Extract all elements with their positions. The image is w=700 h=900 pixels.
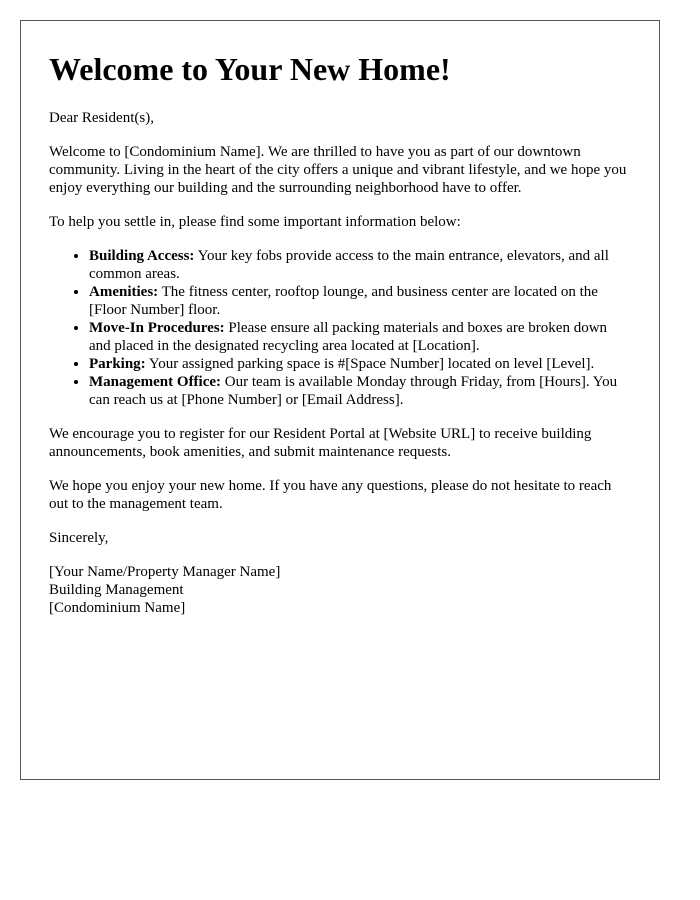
info-list <box>49 247 631 409</box>
list-item-label: Building Access: <box>89 248 195 264</box>
portal-paragraph: We encourage you to register for our Resident Portal at [Website URL] to receive building announcements, book amenities, and submit maintenance requests. <box>49 426 592 460</box>
list-item-text: Your key fobs provide access to the main entrance, elevators, and all common areas. <box>89 248 609 282</box>
list-item-management-office <box>89 373 631 409</box>
letter-title: Welcome to Your New Home! <box>49 51 451 87</box>
intro-paragraph: Welcome to [Condominium Name]. We are thrilled to have you as part of our downtown community. Living in the heart of the city offers a unique and vibrant lifestyle, and we hope you enjoy everything our building and the surrounding neighborhood have to offer. <box>49 144 627 196</box>
list-item-label: Move-In Procedures: <box>89 320 225 336</box>
list-item-text: The fitness center, rooftop lounge, and business center are located on the [Floor Number] floor. <box>89 284 598 318</box>
list-item-text: Our team is available Monday through Friday, from [Hours]. You can reach us at [Phone Number] or [Email Address]. <box>89 374 618 408</box>
closing-paragraph: We hope you enjoy your new home. If you have any questions, please do not hesitate to reach out to the management team. <box>49 478 612 512</box>
list-item-amenities <box>89 283 631 319</box>
list-item-parking <box>89 355 631 373</box>
signature-name: [Your Name/Property Manager Name] <box>49 564 281 580</box>
list-item-label: Amenities: <box>89 284 159 300</box>
welcome-letter <box>20 20 660 780</box>
greeting: Dear Resident(s), <box>49 110 154 126</box>
sign-off: Sincerely, <box>49 530 109 546</box>
list-item-label: Parking: <box>89 356 146 372</box>
info-lead-paragraph: To help you settle in, please find some important information below: <box>49 214 461 230</box>
signature-org: [Condominium Name] <box>49 600 186 616</box>
list-item-label: Management Office: <box>89 374 222 390</box>
signature-block <box>49 563 631 617</box>
list-item-text: Please ensure all packing materials and boxes are broken down and placed in the designated recycling area located at [Location]. <box>89 320 608 354</box>
list-item-text: Your assigned parking space is #[Space Number] located on level [Level]. <box>145 356 595 372</box>
signature-department: Building Management <box>49 582 184 598</box>
list-item-building-access <box>89 247 631 283</box>
list-item-move-in <box>89 319 631 355</box>
